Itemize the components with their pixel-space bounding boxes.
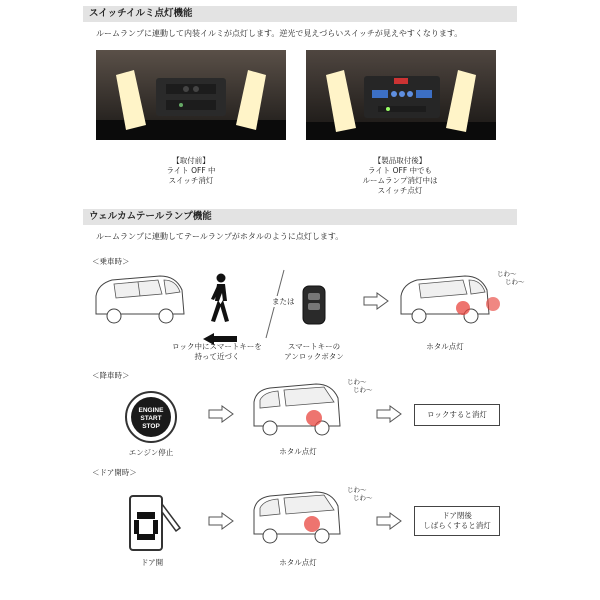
glow-sound: [347, 378, 373, 394]
van-icon: [90, 270, 190, 336]
boarding-label: ＜乗車時＞: [92, 257, 130, 266]
tail-glow-icon: [306, 410, 322, 426]
engine-start-icon: [124, 390, 178, 448]
approach-caption: [162, 342, 272, 362]
box-line: しばらくすると消灯: [423, 521, 491, 530]
caption-line: スイッチ消灯: [168, 176, 214, 185]
van-icon: [250, 486, 350, 556]
result-caption: ホタル点灯: [279, 447, 317, 456]
caption-line: ルームランプ消灯中は: [362, 176, 438, 185]
photo-before-caption: [141, 156, 241, 186]
caption-line: アンロックボタン: [284, 352, 344, 361]
caption-line: 【製品取付後】: [373, 156, 427, 165]
arrow-right-icon: [208, 405, 234, 427]
section-description: ルームランプに連動してテールランプがホタルのように点灯します。: [96, 232, 344, 241]
key-caption: [276, 342, 352, 362]
walking-person-icon: [205, 273, 235, 329]
van-icon: [250, 378, 350, 448]
glow-sound: [497, 270, 525, 286]
caption-line: 持って近づく: [194, 352, 240, 361]
lock-off-box: ロックすると消灯: [414, 404, 500, 426]
caption-line: ライト OFF 中でも: [367, 166, 433, 175]
jiwa-text: じわ〜: [347, 378, 367, 386]
arrow-right-icon: [376, 405, 402, 427]
engine-caption: エンジン停止: [128, 448, 174, 457]
caption-line: 【取付前】: [172, 156, 210, 165]
open-door-icon: [128, 494, 182, 558]
van-icon: [395, 270, 505, 336]
arrow-right-icon: [376, 512, 402, 534]
jiwa-text: じわ〜: [497, 270, 517, 278]
arrow-right-icon: [208, 512, 234, 534]
section-description: ルームランプに連動して内装イルミが点灯します。逆光で見えづらいスイッチが見えやすくなります。: [96, 29, 463, 38]
tail-glow-icon: [304, 516, 320, 532]
engine-text: START: [140, 415, 162, 422]
or-text: または: [272, 297, 295, 306]
door-off-box: [414, 506, 500, 536]
jiwa-text: じわ〜: [353, 386, 373, 394]
section-title-welcome-tail: ウェルカムテールランプ機能: [83, 209, 517, 225]
tail-glow-icon: [456, 301, 470, 315]
caption-line: スマートキーの: [287, 342, 341, 351]
photo-after-caption: [340, 156, 460, 196]
box-line: ドア閉後: [442, 511, 472, 520]
jiwa-text: じわ〜: [353, 494, 373, 502]
alighting-label: ＜降車時＞: [92, 371, 130, 380]
result-caption: ホタル点灯: [279, 558, 317, 567]
engine-text: STOP: [142, 423, 160, 430]
smart-key-icon: [302, 285, 326, 329]
photo-before: [96, 50, 286, 140]
jiwa-text: じわ〜: [347, 486, 367, 494]
jiwa-text: じわ〜: [505, 278, 525, 286]
door-label: ＜ドア開時＞: [92, 468, 137, 477]
photo-after: [306, 50, 496, 140]
glow-sound: [347, 486, 373, 502]
engine-text: ENGINE: [138, 407, 164, 414]
result-caption: ホタル点灯: [426, 342, 464, 351]
door-caption: ドア開: [140, 558, 164, 567]
arrow-right-icon: [363, 292, 389, 314]
section-title-switch-illumination: スイッチイルミ点灯機能: [83, 6, 517, 22]
caption-line: ロック中にスマートキーを: [172, 342, 262, 351]
caption-line: スイッチ点灯: [377, 186, 423, 195]
caption-line: ライト OFF 中: [166, 166, 216, 175]
tail-glow-icon: [486, 297, 500, 311]
